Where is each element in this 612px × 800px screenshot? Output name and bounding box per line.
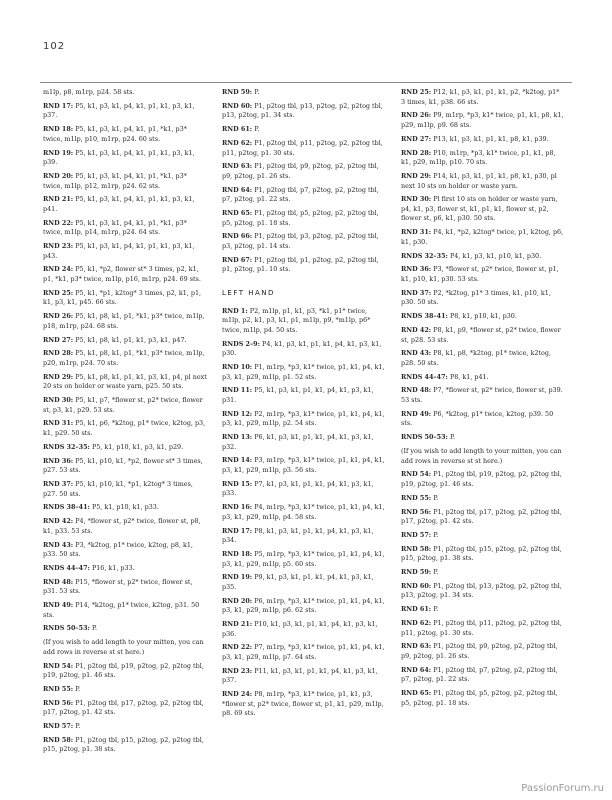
round-label: RND 60: bbox=[222, 101, 253, 110]
round-label: RND 48: bbox=[43, 577, 74, 586]
instruction-text: P1, p2tog tbl, p3, p2tog, p2, p2tog tbl, p3, p2tog, p1. 14 sts. bbox=[222, 232, 379, 251]
instruction-text: P8, k1, p41. bbox=[449, 372, 489, 381]
round-label: RND 27: bbox=[43, 335, 74, 344]
instruction-row bbox=[222, 307, 386, 336]
round-label: RND 22: bbox=[222, 643, 253, 652]
instruction-text: P. bbox=[433, 493, 439, 502]
instruction-text: P5, k1, p7, *flower st, p2* twice, flower st, p3, k1, p29. 53 sts. bbox=[43, 396, 203, 414]
instruction-row bbox=[43, 699, 207, 718]
round-label: RND 57: bbox=[43, 722, 74, 731]
instruction-row bbox=[222, 88, 386, 98]
instruction-row bbox=[43, 578, 207, 597]
round-label: RND 49: bbox=[401, 409, 432, 418]
round-label: RND 64: bbox=[401, 665, 432, 674]
round-label: RND 43: bbox=[43, 540, 74, 549]
instruction-row bbox=[222, 690, 386, 719]
instruction-row bbox=[401, 531, 565, 541]
instruction-row bbox=[222, 232, 386, 251]
instruction-text: P1, p2tog tbl, p7, p2tog, p2, p2tog tbl, p7, p2tog, p1. 22 sts. bbox=[222, 185, 379, 204]
instruction-row bbox=[43, 373, 207, 392]
round-label: RNDS 44–47: bbox=[401, 372, 448, 381]
round-label: RND 42: bbox=[401, 325, 432, 334]
instruction-text: P. bbox=[91, 624, 97, 633]
instruction-text: P1, p2tog tbl, p19, p2tog, p2, p2tog tbl, p19, p2tog, p1. 46 sts. bbox=[43, 661, 204, 680]
round-label: RND 24: bbox=[43, 265, 74, 274]
round-label: RND 15: bbox=[222, 479, 253, 488]
instruction-row bbox=[43, 564, 207, 574]
instruction-text: P15, *flower st, p2* twice, flower st, p31. 53 sts. bbox=[43, 577, 193, 596]
instruction-text: P1, p2tog tbl, p13, p2tog, p2, p2tog tbl, p13, p2tog, p1. 34 sts. bbox=[222, 101, 383, 120]
round-label: RNDS 50–53: bbox=[43, 624, 90, 633]
instruction-text: P12, k1, p3, k1, p1, k1, p2, *k2tog, p1* 3 times, k1, p38. 66 sts. bbox=[401, 88, 560, 106]
instruction-row bbox=[401, 666, 565, 685]
instruction-row bbox=[43, 125, 207, 144]
round-label: RND 30: bbox=[401, 195, 432, 204]
instruction-text: P10, m1rp, *p3, k1* twice, p1, k1, p8, k1, p29, m1lp, p10. 70 sts. bbox=[401, 148, 556, 167]
instruction-row bbox=[43, 102, 207, 121]
instruction-row bbox=[43, 624, 207, 634]
instruction-text: P5, k1, p3, k1, p4, k1, p1, *k1, p3* twice, m1lp, p14, m1rp, p24. 64 sts. bbox=[43, 218, 187, 237]
round-label: RND 29: bbox=[401, 171, 432, 180]
instruction-row bbox=[43, 172, 207, 191]
instruction-row bbox=[401, 228, 565, 247]
instruction-text: P1, p2tog tbl, p5, p2tog, p2, p2tog tbl, p5, p2tog, p1. 18 sts. bbox=[401, 689, 558, 707]
round-label: RND 49: bbox=[43, 601, 74, 610]
instruction-row bbox=[43, 149, 207, 168]
round-label: RND 63: bbox=[222, 162, 253, 171]
instruction-text: P. bbox=[75, 684, 81, 693]
instruction-row bbox=[401, 252, 565, 262]
instruction-text: P1, p2tog tbl, p1, p2tog, p2, p2tog tbl, p1, p2tog, p1. 10 sts. bbox=[222, 255, 379, 274]
instruction-text: P7, *flower st, p2* twice, flower st, p39. 53 sts. bbox=[401, 386, 563, 405]
instruction-text: P5, m1rp, *p3, k1* twice, p1, k1, p4, k1, p3, k1, p29, m1lp, p5. 60 sts. bbox=[222, 549, 385, 568]
instruction-text: (If you wish to add length to your mitten, you can add rows in reverse st st here.) bbox=[401, 447, 562, 465]
round-label: RND 23: bbox=[43, 242, 74, 251]
instruction-text: P. bbox=[254, 88, 260, 96]
instruction-text: P14, *k2tog, p1* twice, k2tog, p31. 50 sts. bbox=[43, 601, 200, 619]
instruction-text: P1, p2tog tbl, p5, p2tog, p2, p2tog tbl, p5, p2tog, p1. 18 sts. bbox=[222, 209, 379, 227]
instruction-row bbox=[43, 503, 207, 513]
round-label: RND 12: bbox=[222, 409, 253, 418]
round-label: RNDS 2–9: bbox=[222, 339, 260, 348]
header-rule bbox=[40, 82, 572, 83]
instruction-row bbox=[43, 219, 207, 238]
instruction-row bbox=[401, 642, 565, 661]
round-label: RND 14: bbox=[222, 456, 253, 465]
instruction-row bbox=[401, 135, 565, 145]
round-label: RNDS 32–35: bbox=[401, 251, 448, 260]
instruction-row bbox=[222, 503, 386, 522]
instruction-row bbox=[43, 336, 207, 346]
round-label: RND 54: bbox=[401, 470, 432, 479]
section-heading-left-hand: LEFT HAND bbox=[222, 289, 275, 297]
instruction-row bbox=[401, 326, 565, 345]
round-label: RND 22: bbox=[43, 218, 74, 227]
instruction-text: P1, p2tog tbl, p7, p2tog, p2, p2tog tbl, p7, p2tog, p1. 22 sts. bbox=[401, 665, 558, 684]
instruction-text: P3, *flower st, p2* twice, flower st, p1, k1, p10, k1, p30. 53 sts. bbox=[401, 265, 559, 283]
instruction-text: P1, p2tog tbl, p17, p2tog, p2, p2tog tbl, p17, p2tog, p1. 42 sts. bbox=[401, 507, 562, 526]
round-label: RND 59: bbox=[222, 88, 253, 96]
instruction-row bbox=[43, 443, 207, 453]
round-label: RND 64: bbox=[222, 185, 253, 194]
instruction-text: P. bbox=[433, 568, 439, 577]
instruction-row bbox=[43, 265, 207, 284]
instruction-row bbox=[401, 111, 565, 130]
round-label: RNDS 32–35: bbox=[43, 442, 90, 451]
round-label: RNDS 50–53: bbox=[401, 433, 448, 442]
instruction-row bbox=[43, 736, 207, 755]
watermark: PassionForum.ru bbox=[521, 783, 604, 794]
instruction-row bbox=[43, 685, 207, 695]
instruction-text: P5, k1, p6, *k2tog, p1* twice, k2tog, p3, k1, p29. 50 sts. bbox=[43, 419, 206, 438]
round-label: RND 20: bbox=[43, 171, 74, 180]
round-label: RND 19: bbox=[43, 148, 74, 157]
instruction-text: P1, p2tog tbl, p19, p2tog, p2, p2tog tbl, p19, p2tog, p1. 46 sts. bbox=[401, 470, 562, 488]
instruction-row bbox=[43, 419, 207, 438]
instruction-row bbox=[222, 256, 386, 275]
round-label: RND 63: bbox=[401, 642, 432, 651]
round-label: RND 56: bbox=[43, 698, 74, 707]
column-1 bbox=[43, 88, 207, 759]
round-label: RNDS 44–47: bbox=[43, 563, 90, 572]
instruction-row bbox=[222, 527, 386, 546]
instruction-text: P1, m1rp, *p3, k1* twice, p1, k1, p4, k1, p3, k1, p29, m1lp, p1. 52 sts. bbox=[222, 362, 385, 381]
instruction-row bbox=[222, 139, 386, 158]
instruction-row bbox=[401, 619, 565, 638]
column-2-bottom bbox=[222, 307, 386, 719]
instruction-row bbox=[401, 494, 565, 504]
round-label: RND 62: bbox=[401, 619, 432, 627]
instruction-row bbox=[401, 508, 565, 527]
instruction-row bbox=[43, 88, 207, 98]
instruction-text: P5, k1, p10, k1, *p1, k2tog* 3 times, p27. 50 sts. bbox=[43, 479, 193, 498]
instruction-row bbox=[401, 605, 565, 615]
instruction-text: (If you wish to add length to your mitten, you can add rows in reverse st st here.) bbox=[43, 638, 204, 656]
instruction-text: P4, *flower st, p2* twice, flower st, p8, k1, p33. 53 sts. bbox=[43, 517, 201, 535]
round-label: RND 20: bbox=[222, 596, 253, 605]
round-label: RND 60: bbox=[401, 581, 432, 590]
round-label: RND 25: bbox=[401, 88, 432, 96]
round-label: RNDS 38–41: bbox=[401, 312, 448, 321]
instruction-row bbox=[401, 149, 565, 168]
instruction-row bbox=[222, 340, 386, 359]
round-label: RND 65: bbox=[222, 209, 253, 218]
instruction-row bbox=[401, 195, 565, 224]
round-label: RND 48: bbox=[401, 386, 432, 395]
instruction-text: P2, m1lp, p1, k1, p3, *k1, p1* twice, m1lp, p2, k1, p3, k1, p1, m1lp, p9, *m1lp, p6* twice, m1lp, p4. 50 sts. bbox=[222, 306, 371, 334]
instruction-text: P. bbox=[449, 433, 455, 442]
instruction-text: P5, k1, p3, k1, p4, k1, p1, k1, p3, k1, p39. bbox=[43, 148, 195, 167]
instruction-row bbox=[222, 480, 386, 499]
round-label: RND 23: bbox=[222, 666, 253, 675]
instruction-row bbox=[222, 186, 386, 205]
instruction-row bbox=[43, 312, 207, 331]
round-label: RND 18: bbox=[43, 125, 74, 134]
instruction-row bbox=[401, 689, 565, 708]
instruction-text: P13, k1, p3, k1, p1, k1, p8, k1, p39. bbox=[433, 134, 549, 143]
instruction-text: P5, k1, p8, k1, p1, *k1, p3* twice, m1lp, p18, m1rp, p24. 68 sts. bbox=[43, 312, 205, 330]
instruction-text: P6, m1rp, *p3, k1* twice, p1, k1, p4, k1, p3, k1, p29, m1lp, p6. 62 sts. bbox=[222, 596, 385, 615]
instruction-text: P. bbox=[433, 605, 439, 614]
instruction-text: P3, *k2tog, p1* twice, k2tog, p8, k1, p33. 50 sts. bbox=[43, 540, 193, 559]
instruction-text: P7, k1, p3, k1, p1, k1, p4, k1, p3, k1, p33. bbox=[222, 479, 374, 498]
instruction-row bbox=[222, 433, 386, 452]
round-label: RND 28: bbox=[401, 148, 432, 157]
instruction-row bbox=[222, 363, 386, 382]
column-2-top bbox=[222, 88, 386, 275]
instruction-row bbox=[43, 349, 207, 368]
round-label: RND 26: bbox=[401, 111, 432, 120]
instruction-row bbox=[401, 349, 565, 368]
instruction-text: P1, p2tog tbl, p9, p2tog, p2, p2tog tbl, p9, p2tog, p1. 26 sts. bbox=[222, 162, 379, 180]
instruction-text: P5, k1, p8, k1, p1, k1, p3, k1, p4, pl next 20 sts on holder or waste yarn, p25. 50 sts. bbox=[43, 372, 207, 391]
round-label: RND 24: bbox=[222, 690, 253, 699]
instruction-row bbox=[222, 597, 386, 616]
instruction-row bbox=[43, 662, 207, 681]
instruction-row bbox=[222, 410, 386, 429]
instruction-text: P8, k1, p3, k1, p1, k1, p4, k1, p3, k1, p34. bbox=[222, 526, 374, 545]
instruction-text: P5, k1, *p1, k2tog* 3 times, p2, k1, p1, k1, p3, k1, p45. 66 sts. bbox=[43, 288, 202, 307]
instruction-text: P. bbox=[433, 530, 439, 539]
round-label: RND 31: bbox=[401, 228, 432, 237]
instruction-text: P1, p2tog tbl, p15, p2tog, p2, p2tog tbl, p15, p2tog, p1. 38 sts. bbox=[43, 735, 204, 754]
instruction-text: P1, p2tog tbl, p17, p2tog, p2, p2tog tbl, p17, p2tog, p1. 42 sts. bbox=[43, 698, 204, 717]
round-label: RNDS 38–41: bbox=[43, 503, 90, 512]
instruction-text: P8, m1rp, *p3, k1* twice, p1, k1, p3, *flower st, p2* twice, flower st, p1, k1, p29, m1lp, p8. 69 sts. bbox=[222, 690, 384, 718]
instruction-text: P5, k1, p3, k1, p1, k1, p4, k1, p3, k1, p31. bbox=[222, 386, 374, 404]
instruction-text: P5, k1, p8, k1, p1, k1, p3, k1, p47. bbox=[75, 335, 187, 344]
instruction-text: Pl first 10 sts on holder or waste yarn, p4, k1, p3, flower st, k1, p1, k1, flower st, p2, flower st, p6, k1, p30. 50 sts. bbox=[401, 195, 558, 223]
round-label: RND 25: bbox=[43, 288, 74, 297]
round-label: RND 27: bbox=[401, 134, 432, 143]
instruction-row bbox=[222, 643, 386, 662]
page-number: 102 bbox=[43, 41, 66, 52]
instruction-text: P8, k1, p10, k1, p30. bbox=[449, 312, 517, 321]
instruction-row bbox=[401, 433, 565, 443]
round-label: RND 59: bbox=[401, 568, 432, 577]
instruction-row bbox=[401, 582, 565, 601]
round-label: RND 36: bbox=[401, 265, 432, 274]
instruction-row bbox=[43, 396, 207, 415]
instruction-row bbox=[43, 195, 207, 214]
instruction-text: P5, k1, *p2, flower st* 3 times, p2, k1, p1, *k1, p3* twice, m1lp, p16, m1rp, p24. 69 sts. bbox=[43, 265, 201, 283]
instruction-row bbox=[222, 620, 386, 639]
round-label: RND 43: bbox=[401, 349, 432, 358]
round-label: RND 1: bbox=[222, 306, 248, 315]
instruction-text: P5, k1, p10, k1, *p2, flower st* 3 times, p27. 53 sts. bbox=[43, 456, 203, 475]
round-label: RND 62: bbox=[222, 138, 253, 147]
instruction-text: P5, k1, p3, k1, p4, k1, p1, k1, p3, k1, p37. bbox=[43, 101, 195, 120]
instruction-text: P1, p2tog tbl, p9, p2tog, p2, p2tog tbl, p9, p2tog, p1. 26 sts. bbox=[401, 642, 558, 660]
round-label: RND 26: bbox=[43, 312, 74, 321]
instruction-text: P1, p2tog tbl, p15, p2tog, p2, p2tog tbl, p15, p2tog, p1. 38 sts. bbox=[401, 544, 562, 563]
instruction-row bbox=[43, 601, 207, 620]
instruction-text: P5, k1, p3, k1, p4, k1, p1, *k1, p3* twice, m1lp, p10, m1rp, p24. 60 sts. bbox=[43, 125, 187, 143]
round-label: RND 29: bbox=[43, 372, 74, 381]
instruction-row bbox=[222, 386, 386, 405]
instruction-row bbox=[43, 722, 207, 732]
instruction-row bbox=[43, 480, 207, 499]
instruction-row bbox=[401, 312, 565, 322]
instruction-text: P4, k1, *p2, k2tog* twice, p1, k2tog, p6, k1, p30. bbox=[401, 228, 564, 246]
round-label: RND 31: bbox=[43, 419, 74, 428]
round-label: RND 57: bbox=[401, 530, 432, 539]
instruction-text: P10, k1, p3, k1, p1, k1, p4, k1, p3, k1, p36. bbox=[222, 620, 378, 638]
round-label: RND 56: bbox=[401, 507, 432, 516]
instruction-row bbox=[222, 573, 386, 592]
round-label: RND 55: bbox=[43, 684, 74, 693]
instruction-text: P3, m1rp, *p3, k1* twice, p1, k1, p4, k1, p3, k1, p29, m1lp, p3. 56 sts. bbox=[222, 456, 385, 475]
instruction-row bbox=[222, 102, 386, 121]
round-label: RND 17: bbox=[43, 101, 74, 110]
instruction-text: P5, k1, p10, k1, p33. bbox=[91, 503, 159, 512]
round-label: RND 65: bbox=[401, 689, 432, 698]
round-label: RND 16: bbox=[222, 503, 253, 512]
round-label: RND 37: bbox=[43, 479, 74, 488]
instruction-text: P9, k1, p3, k1, p1, k1, p4, k1, p3, k1, p35. bbox=[222, 573, 374, 591]
instruction-row bbox=[43, 242, 207, 261]
instruction-row bbox=[222, 162, 386, 181]
round-label: RND 67: bbox=[222, 255, 253, 264]
round-label: RND 61: bbox=[222, 125, 253, 134]
instruction-row bbox=[43, 517, 207, 536]
round-label: RND 19: bbox=[222, 573, 253, 582]
round-label: RND 21: bbox=[222, 620, 253, 629]
instruction-text: P9, m1rp, *p3, k1* twice, p1, k1, p8, k1, p29, m1lp, p9. 68 sts. bbox=[401, 111, 564, 129]
instruction-row bbox=[43, 289, 207, 308]
round-label: RND 10: bbox=[222, 362, 253, 371]
instruction-row bbox=[222, 125, 386, 135]
instruction-text: P. bbox=[75, 722, 81, 731]
round-label: RND 58: bbox=[43, 735, 74, 744]
instruction-row bbox=[401, 545, 565, 564]
round-label: RND 54: bbox=[43, 661, 74, 670]
instruction-text: P6, *k2tog, p1* twice, k2tog, p39. 50 sts. bbox=[401, 409, 554, 428]
instruction-text: P5, k1, p3, k1, p4, k1, p1, k1, p3, k1, p43. bbox=[43, 242, 195, 260]
instruction-text: P6, k1, p3, k1, p1, k1, p4, k1, p3, k1, p32. bbox=[222, 433, 374, 451]
round-label: RND 11: bbox=[222, 386, 253, 395]
instruction-row bbox=[222, 456, 386, 475]
round-label: RND 42: bbox=[43, 517, 74, 526]
instruction-row bbox=[401, 447, 565, 466]
instruction-text: P1, p2tog tbl, p11, p2tog, p2, p2tog tbl, p11, p2tog, p1. 30 sts. bbox=[401, 619, 562, 637]
instruction-row bbox=[401, 410, 565, 429]
instruction-text: P5, k1, p3, k1, p4, k1, p1, k1, p3, k1, p41. bbox=[43, 195, 195, 213]
instruction-text: P16, k1, p33. bbox=[91, 563, 135, 572]
instruction-text: P8, k1, p8, *k2tog, p1* twice, k2tog, p28. 50 sts. bbox=[401, 349, 551, 367]
round-label: RND 55: bbox=[401, 493, 432, 502]
instruction-text: P11, k1, p3, k1, p1, k1, p4, k1, p3, k1, p37. bbox=[222, 666, 378, 685]
instruction-row bbox=[401, 172, 565, 191]
instruction-row bbox=[401, 470, 565, 489]
round-label: RND 61: bbox=[401, 605, 432, 614]
instruction-row bbox=[401, 289, 565, 308]
instruction-row bbox=[401, 88, 565, 107]
instruction-row bbox=[401, 568, 565, 578]
round-label: RND 21: bbox=[43, 195, 74, 204]
instruction-text: P4, m1rp, *p3, k1* twice, p1, k1, p4, k1, p3, k1, p29, m1lp, p4. 58 sts. bbox=[222, 503, 385, 521]
instruction-row bbox=[222, 550, 386, 569]
round-label: RND 17: bbox=[222, 526, 253, 535]
instruction-row bbox=[222, 667, 386, 686]
instruction-text: P8, k1, p9, *flower st, p2* twice, flower st, p28. 53 sts. bbox=[401, 325, 561, 344]
instruction-text: P14, k1, p3, k1, p1, k1, p8, k1, p30, pl next 10 sts on holder or waste yarn. bbox=[401, 171, 557, 190]
instruction-row bbox=[401, 373, 565, 383]
instruction-row bbox=[43, 457, 207, 476]
instruction-row bbox=[43, 638, 207, 657]
round-label: RND 30: bbox=[43, 396, 74, 405]
instruction-row bbox=[222, 209, 386, 228]
round-label: RND 36: bbox=[43, 456, 74, 465]
round-label: RND 66: bbox=[222, 232, 253, 241]
instruction-row bbox=[401, 265, 565, 284]
instruction-text: m1lp, p8, m1rp, p24. 58 sts. bbox=[43, 88, 135, 96]
round-label: RND 37: bbox=[401, 288, 432, 297]
instruction-text: P2, *k2tog, p1* 3 times, k1, p10, k1, p30. 50 sts. bbox=[401, 288, 551, 307]
instruction-text: P5, k1, p8, k1, p1, *k1, p3* twice, m1lp, p20, m1rp, p24. 70 sts. bbox=[43, 349, 205, 367]
instruction-text: P5, k1, p10, k1, p3, k1, p29. bbox=[91, 442, 184, 451]
instruction-text: P1, p2tog tbl, p11, p2tog, p2, p2tog tbl, p11, p2tog, p1. 30 sts. bbox=[222, 138, 383, 157]
column-2 bbox=[222, 88, 386, 723]
instruction-text: P5, k1, p3, k1, p4, k1, p1, *k1, p3* twice, m1lp, p12, m1rp, p24. 62 sts. bbox=[43, 171, 187, 190]
instruction-text: P7, m1rp, *p3, k1* twice, p1, k1, p4, k1, p3, k1, p29, m1lp, p7. 64 sts. bbox=[222, 643, 385, 662]
instruction-text: P. bbox=[254, 125, 260, 134]
instruction-text: P4, k1, p3, k1, p10, k1, p30. bbox=[449, 251, 542, 260]
round-label: RND 18: bbox=[222, 549, 253, 558]
round-label: RND 28: bbox=[43, 349, 74, 358]
round-label: RND 58: bbox=[401, 544, 432, 553]
instruction-text: P1, p2tog tbl, p13, p2tog, p2, p2tog tbl, p13, p2tog, p1. 34 sts. bbox=[401, 581, 562, 600]
instruction-text: P2, m1rp, *p3, k1* twice, p1, k1, p4, k1, p3, k1, p29, m1lp, p2. 54 sts. bbox=[222, 409, 385, 428]
column-3 bbox=[401, 88, 565, 713]
instruction-row bbox=[43, 541, 207, 560]
instruction-text: P4, k1, p3, k1, p1, k1, p4, k1, p3, k1, p30. bbox=[222, 339, 382, 358]
instruction-row bbox=[401, 386, 565, 405]
round-label: RND 13: bbox=[222, 433, 253, 442]
